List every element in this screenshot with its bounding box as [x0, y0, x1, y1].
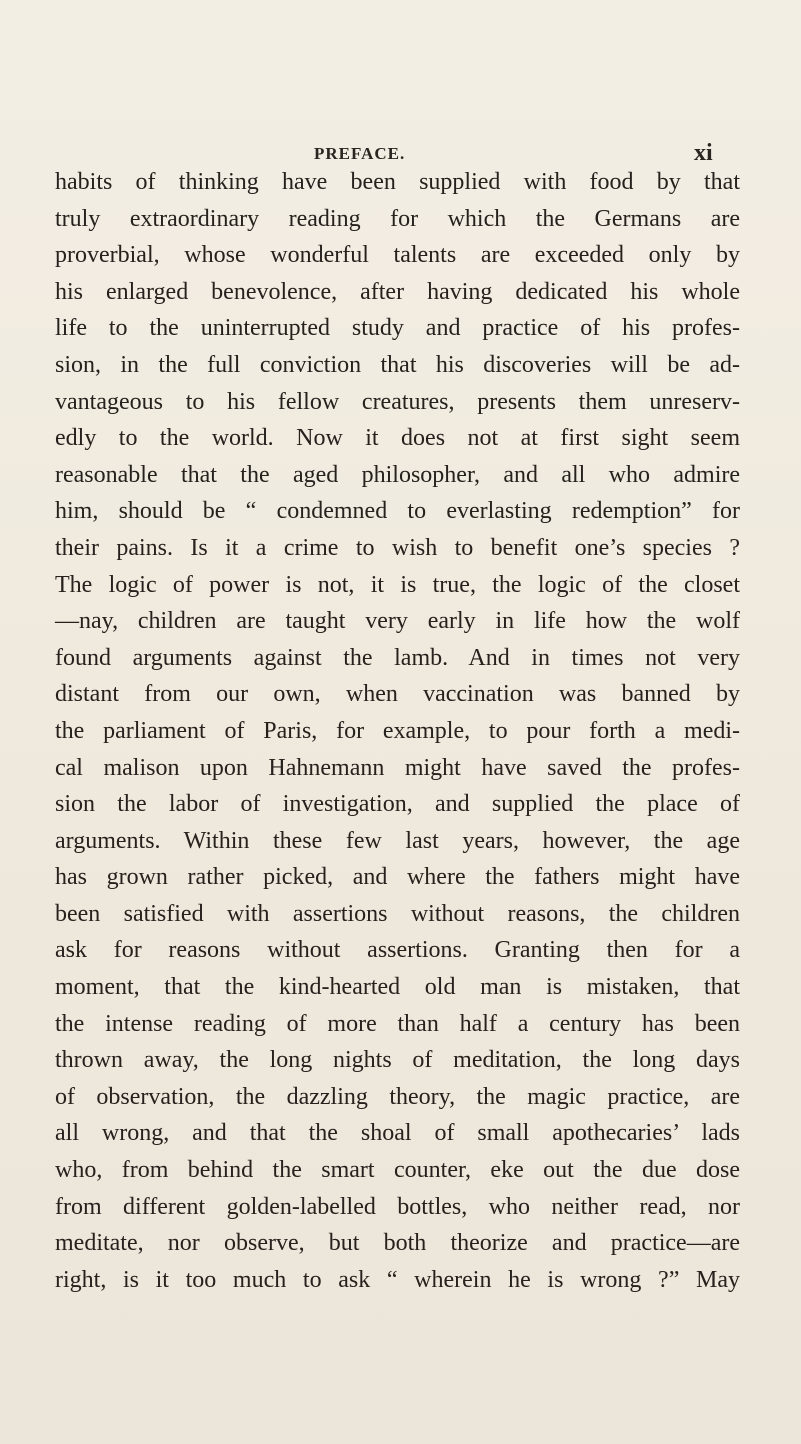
- text-line: been satisfied with assertions without reasons, the children: [55, 900, 740, 927]
- text-line: the intense reading of more than half a century has been: [55, 1010, 740, 1037]
- text-line: —nay, children are taught very early in life how the wolf: [55, 608, 740, 635]
- text-line: truly extraordinary reading for which the Germans are: [55, 205, 740, 232]
- text-line: ask for reasons without assertions. Granting then for a: [55, 937, 740, 964]
- page-number: xi: [694, 140, 713, 166]
- text-line: of observation, the dazzling theory, the magic practice, are: [55, 1083, 740, 1110]
- text-line: thrown away, the long nights of meditation, the long days: [55, 1047, 740, 1074]
- text-line: The logic of power is not, it is true, the logic of the closet: [55, 571, 740, 598]
- text-line: meditate, nor observe, but both theorize and practice—are: [55, 1230, 740, 1257]
- text-line: edly to the world. Now it does not at first sight seem: [55, 425, 740, 452]
- body-text: [55, 164, 740, 1298]
- text-line: habits of thinking have been supplied with food by that: [55, 169, 740, 195]
- text-line: moment, that the kind-hearted old man is mistaken, that: [55, 974, 740, 1001]
- text-line: right, is it too much to ask “ wherein he is wrong ?” May: [55, 1266, 740, 1293]
- running-title: PREFACE.: [314, 144, 406, 163]
- text-line: from different golden-labelled bottles, who neither read, nor: [55, 1193, 740, 1220]
- text-line: reasonable that the aged philosopher, and all who admire: [55, 461, 740, 488]
- text-line: him, should be “ condemned to everlasting redemption” for: [55, 498, 740, 525]
- text-line: vantageous to his fellow creatures, presents them unreserv-: [55, 388, 740, 415]
- text-line: all wrong, and that the shoal of small apothecaries’ lads: [55, 1120, 740, 1147]
- running-head: [0, 140, 801, 164]
- text-line: his enlarged benevolence, after having dedicated his whole: [55, 278, 740, 305]
- text-line: has grown rather picked, and where the fathers might have: [55, 864, 740, 891]
- text-line: sion the labor of investigation, and supplied the place of: [55, 791, 740, 818]
- text-line: found arguments against the lamb. And in times not very: [55, 644, 740, 671]
- text-line: who, from behind the smart counter, eke out the due dose: [55, 1157, 740, 1184]
- text-line: arguments. Within these few last years, however, the age: [55, 827, 740, 854]
- text-line: their pains. Is it a crime to wish to benefit one’s species ?: [55, 534, 740, 561]
- text-line: proverbial, whose wonderful talents are exceeded only by: [55, 242, 740, 269]
- text-line: sion, in the full conviction that his discoveries will be ad-: [55, 351, 740, 378]
- text-line: distant from our own, when vaccination was banned by: [55, 681, 740, 708]
- text-line: cal malison upon Hahnemann might have saved the profes-: [55, 754, 740, 781]
- text-line: life to the uninterrupted study and practice of his profes-: [55, 315, 740, 342]
- text-line: the parliament of Paris, for example, to pour forth a medi-: [55, 717, 740, 744]
